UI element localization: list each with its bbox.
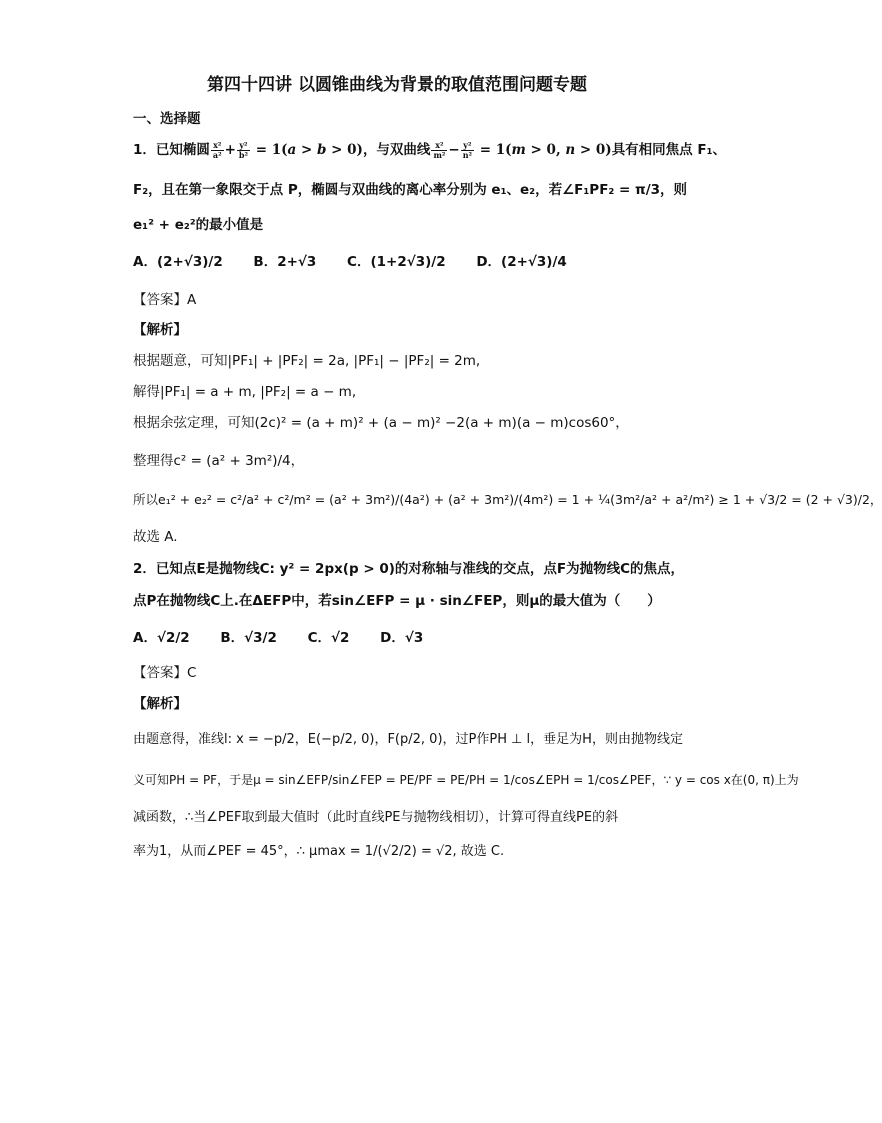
question-2-line-1: 2．已知点E是抛物线C: y² = 2px(p > 0)的对称轴与准线的交点，点F为抛物线C的焦点， xyxy=(133,561,685,577)
q2-solution-line-3: 减函数，∴当∠PEF取到最大值时（此时直线PE与抛物线相切），计算可得直线PE的斜 xyxy=(133,810,619,825)
question-2-options xyxy=(133,626,449,646)
question-1-line-3: e₁² + e₂²的最小值是 xyxy=(133,217,264,233)
q2-solution-line-4: 率为1，从而∠PEF = 45°，∴ μmax = 1/(√2/2) = √2, 故选 C. xyxy=(133,844,505,859)
hyperbola-equation: $\frac{\text{x²}}{\text{m²}}$ − $\frac{\text{y²}}{\text{n²}}$ = 1(m > 0, n > 0) xyxy=(433,140,612,160)
q1-option-d: D．(2+√3)/4 xyxy=(476,254,567,270)
question-1-answer: 【答案】A xyxy=(133,292,197,308)
question-2-analysis-heading: 【解析】 xyxy=(133,696,187,712)
section-heading: 一、选择题 xyxy=(133,111,201,127)
question-2-line-2: 点P在抛物线C上.在ΔEFP中，若sin∠EFP = μ · sin∠FEP，则μ的最大值为（ ） xyxy=(133,593,661,609)
question-1-suffix: 具有相同焦点 F₁、 xyxy=(611,142,727,158)
q1-solution-line-1: 根据题意，可知|PF₁| + |PF₂| = 2a, |PF₁| − |PF₂| = 2m, xyxy=(133,353,481,369)
q2-option-b: B．√3/2 xyxy=(220,630,277,646)
q2-option-d: D．√3 xyxy=(380,630,424,646)
q1-solution-line-3: 根据余弦定理，可知(2c)² = (a + m)² + (a − m)² −2(a + m)(a − m)cos60°， xyxy=(133,415,629,431)
q1-solution-line-4: 整理得c² = (a² + 3m²)/4， xyxy=(133,453,305,469)
question-1-line-1 xyxy=(133,138,726,160)
q2-option-c: C．√2 xyxy=(307,630,350,646)
q1-option-b: B．2+√3 xyxy=(253,254,317,270)
q2-solution-line-1: 由题意得，准线l: x = −p/2，E(−p/2, 0)，F(p/2, 0)，过P作PH ⊥ l，垂足为H，则由抛物线定 xyxy=(133,732,683,747)
question-1-line-2: F₂，且在第一象限交于点 P，椭圆与双曲线的离心率分别为 e₁、e₂，若∠F₁PF₂ = π/3，则 xyxy=(133,182,688,198)
q1-option-c: C．(1+2√3)/2 xyxy=(347,254,446,270)
q2-option-a: A．√2/2 xyxy=(133,630,190,646)
q2-solution-line-2: 义可知PH = PF，于是μ = sin∠EFP/sin∠FEP = PE/PF = PE/PH = 1/cos∠EPH = 1/cos∠PEF，∵ y = cos x在(0, π)上为 xyxy=(133,773,799,787)
ellipse-equation: $\frac{\text{x²}}{\text{a²}}$ + $\frac{\text{y²}}{\text{b²}}$ = 1(a > b > 0) xyxy=(212,140,363,160)
question-1-mid: ，与双曲线 xyxy=(362,142,431,158)
question-1-options xyxy=(133,250,593,270)
question-1-analysis-heading: 【解析】 xyxy=(133,322,187,338)
q1-solution-line-2: 解得|PF₁| = a + m, |PF₂| = a − m, xyxy=(133,384,357,400)
q1-solution-line-5: 所以e₁² + e₂² = c²/a² + c²/m² = (a² + 3m²)/(4a²) + (a² + 3m²)/(4m²) = 1 + ¼(3m²/a² + a²/m²) ≥ 1 + √3/2 = (2 + √3)/2， xyxy=(133,492,882,507)
q1-option-a: A．(2+√3)/2 xyxy=(133,254,223,270)
question-2-answer: 【答案】C xyxy=(133,665,197,681)
q1-solution-line-6: 故选 A. xyxy=(133,529,178,545)
page-title: 第四十四讲 以圆锥曲线为背景的取值范围问题专题 xyxy=(207,75,587,95)
question-1-prefix: 1．已知椭圆 xyxy=(133,142,210,158)
